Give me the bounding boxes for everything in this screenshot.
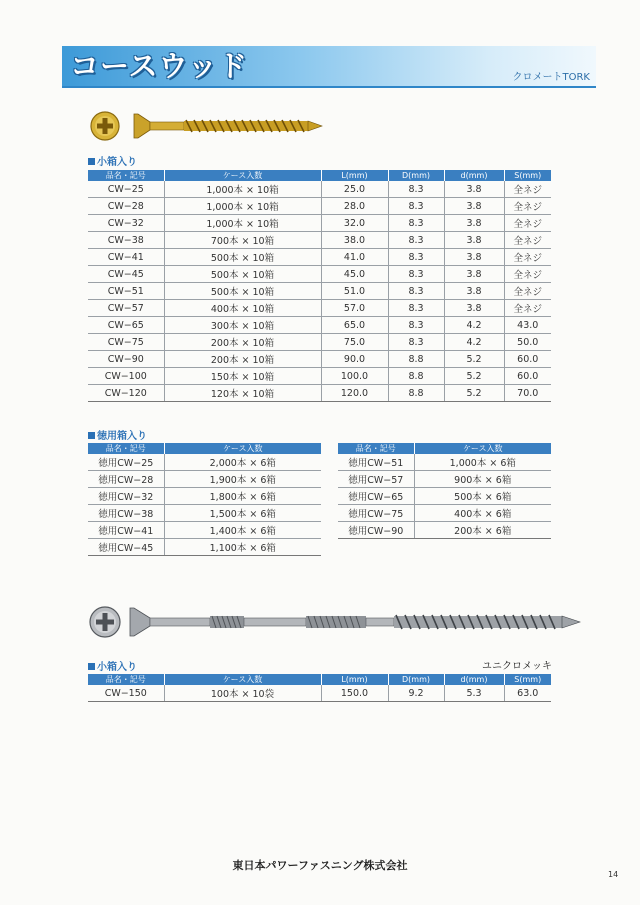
table-body [338, 454, 551, 539]
table-cell: CW−150 [88, 685, 164, 702]
table-body [88, 685, 551, 702]
page-number: 14 [608, 870, 619, 879]
table-cell: 57.0 [321, 300, 388, 317]
table-cell: CW−25 [88, 181, 164, 198]
table-cell: 全ネジ [504, 266, 551, 283]
table-cell: 徳用CW−90 [338, 522, 414, 539]
col-header: ケース入数 [164, 674, 321, 685]
table-cell: 徳用CW−65 [338, 488, 414, 505]
table-cell: 徳用CW−25 [88, 454, 164, 471]
table-cell: 全ネジ [504, 215, 551, 232]
table-cell: 8.3 [388, 266, 444, 283]
table-cell: 3.8 [444, 181, 504, 198]
table-cell: 8.3 [388, 198, 444, 215]
table-cell: 全ネジ [504, 198, 551, 215]
phillips-head-icon [90, 607, 120, 637]
col-header: ケース入数 [164, 170, 321, 181]
table-cell: CW−100 [88, 368, 164, 385]
table-cell: 41.0 [321, 249, 388, 266]
table-cell: CW−45 [88, 266, 164, 283]
section-label-text: 小箱入り [97, 157, 137, 168]
table-cell: 1,000本 × 10箱 [164, 181, 321, 198]
table-cell: 徳用CW−45 [88, 539, 164, 556]
table-cell: 200本 × 10箱 [164, 351, 321, 368]
table-cell: 90.0 [321, 351, 388, 368]
table-header-row [88, 443, 321, 454]
table-row [338, 454, 551, 471]
table-row [88, 522, 321, 539]
table-cell: 500本 × 10箱 [164, 266, 321, 283]
table-cell: 8.3 [388, 215, 444, 232]
table-cell: 徳用CW−32 [88, 488, 164, 505]
silver-screw-illustration [88, 604, 588, 640]
col-header: d(mm) [444, 674, 504, 685]
table-cell: 8.3 [388, 232, 444, 249]
table-cell: 200本 × 10箱 [164, 334, 321, 351]
gold-screw-illustration [88, 108, 328, 144]
col-header: D(mm) [388, 674, 444, 685]
gold-screw-body [134, 114, 322, 138]
title-banner [62, 46, 596, 88]
table-cell: 25.0 [321, 181, 388, 198]
table-cell: 3.8 [444, 300, 504, 317]
table-body [88, 181, 551, 402]
table-cell: 8.8 [388, 385, 444, 402]
table-cell: 徳用CW−51 [338, 454, 414, 471]
table-cell: CW−28 [88, 198, 164, 215]
table-row [88, 488, 321, 505]
table-cell: 4.2 [444, 334, 504, 351]
table-cell: 徳用CW−75 [338, 505, 414, 522]
table-row [88, 249, 551, 266]
table-cell: 1,000本 × 10箱 [164, 215, 321, 232]
table-row [338, 522, 551, 539]
table-cell: 9.2 [388, 685, 444, 702]
col-header: d(mm) [444, 170, 504, 181]
table-cell: 3.8 [444, 232, 504, 249]
col-header: 品名・記号 [88, 443, 164, 454]
table-cell: 5.2 [444, 351, 504, 368]
table-cell: 全ネジ [504, 181, 551, 198]
square-bullet-icon [88, 432, 95, 439]
table-cell: 2,000本 × 6箱 [164, 454, 321, 471]
company-name: 東日本パワーファスニング株式会社 [232, 859, 408, 872]
phillips-head-icon [91, 112, 119, 140]
table-cell: 1,900本 × 6箱 [164, 471, 321, 488]
table-row [88, 454, 321, 471]
table-cell: 120本 × 10箱 [164, 385, 321, 402]
table-header-row [88, 674, 551, 685]
table-row [88, 232, 551, 249]
col-header: 品名・記号 [88, 170, 164, 181]
cw150-spec-table [88, 674, 551, 702]
section-label-text: 小箱入り [97, 662, 137, 673]
table-cell: 900本 × 6箱 [414, 471, 551, 488]
table-cell: 8.3 [388, 181, 444, 198]
small-box-spec-table [88, 170, 551, 402]
col-header: 品名・記号 [338, 443, 414, 454]
table-cell: 51.0 [321, 283, 388, 300]
table-cell: 100.0 [321, 368, 388, 385]
col-header: L(mm) [321, 170, 388, 181]
table-cell: 400本 × 10箱 [164, 300, 321, 317]
page-title: コースウッド [70, 49, 248, 83]
table-cell: CW−57 [88, 300, 164, 317]
table-row [88, 181, 551, 198]
table-row [88, 351, 551, 368]
table-cell: 200本 × 6箱 [414, 522, 551, 539]
table-cell: 3.8 [444, 215, 504, 232]
table-cell: 1,400本 × 6箱 [164, 522, 321, 539]
square-bullet-icon [88, 158, 95, 165]
table-cell: 5.2 [444, 368, 504, 385]
table-cell: 500本 × 6箱 [414, 488, 551, 505]
col-header: S(mm) [504, 674, 551, 685]
table-cell: 100本 × 10袋 [164, 685, 321, 702]
table-header-row [338, 443, 551, 454]
table-cell: 150.0 [321, 685, 388, 702]
table-cell: 徳用CW−28 [88, 471, 164, 488]
table-body [88, 454, 321, 556]
table-cell: 43.0 [504, 317, 551, 334]
table-cell: 3.8 [444, 266, 504, 283]
table-cell: 3.8 [444, 249, 504, 266]
value-box-table-right [338, 443, 551, 539]
table-cell: 300本 × 10箱 [164, 317, 321, 334]
table-cell: 1,800本 × 6箱 [164, 488, 321, 505]
table-cell: 8.3 [388, 283, 444, 300]
table-cell: CW−41 [88, 249, 164, 266]
table-cell: CW−32 [88, 215, 164, 232]
table-cell: 5.2 [444, 385, 504, 402]
table-row [88, 198, 551, 215]
table-cell: 徳用CW−57 [338, 471, 414, 488]
table-cell: 8.3 [388, 317, 444, 334]
col-header: D(mm) [388, 170, 444, 181]
silver-screw-body [130, 608, 580, 636]
col-header: ケース入数 [414, 443, 551, 454]
table-cell: 全ネジ [504, 249, 551, 266]
table-cell: 8.8 [388, 368, 444, 385]
table-row [88, 215, 551, 232]
table-cell: 28.0 [321, 198, 388, 215]
table-cell: 8.3 [388, 249, 444, 266]
table-cell: 60.0 [504, 368, 551, 385]
section-value-box-label [88, 427, 147, 442]
table-row [338, 505, 551, 522]
table-cell: 8.3 [388, 334, 444, 351]
table-cell: 500本 × 10箱 [164, 283, 321, 300]
table-cell: 3.8 [444, 198, 504, 215]
table-row [338, 471, 551, 488]
table-row [88, 283, 551, 300]
col-header: L(mm) [321, 674, 388, 685]
table-cell: 45.0 [321, 266, 388, 283]
table-cell: CW−120 [88, 385, 164, 402]
table-cell: 65.0 [321, 317, 388, 334]
finish-label: クロメートTORK [512, 72, 590, 83]
section-label-text: 徳用箱入り [97, 431, 147, 442]
table-cell: 徳用CW−41 [88, 522, 164, 539]
col-header: S(mm) [504, 170, 551, 181]
table-row [88, 385, 551, 402]
table-cell: CW−90 [88, 351, 164, 368]
section-small-box-label [88, 153, 137, 168]
table-cell: 70.0 [504, 385, 551, 402]
table-cell: 38.0 [321, 232, 388, 249]
table-row [338, 488, 551, 505]
table-cell: CW−38 [88, 232, 164, 249]
table-header-row [88, 170, 551, 181]
table-cell: 5.3 [444, 685, 504, 702]
square-bullet-icon [88, 663, 95, 670]
table-cell: 8.8 [388, 351, 444, 368]
value-box-table-left [88, 443, 321, 556]
section-small-box-label-2 [88, 658, 137, 673]
table-row [88, 505, 321, 522]
table-cell: 75.0 [321, 334, 388, 351]
table-row [88, 685, 551, 702]
plating-label: ユニクロメッキ [482, 661, 552, 672]
table-row [88, 539, 321, 556]
table-cell: 1,100本 × 6箱 [164, 539, 321, 556]
table-cell: 1,000本 × 10箱 [164, 198, 321, 215]
table-cell: 500本 × 10箱 [164, 249, 321, 266]
table-cell: 50.0 [504, 334, 551, 351]
table-cell: 1,500本 × 6箱 [164, 505, 321, 522]
table-row [88, 334, 551, 351]
table-cell: 1,000本 × 6箱 [414, 454, 551, 471]
table-cell: 150本 × 10箱 [164, 368, 321, 385]
table-cell: 32.0 [321, 215, 388, 232]
table-cell: 400本 × 6箱 [414, 505, 551, 522]
table-cell: CW−75 [88, 334, 164, 351]
table-cell: CW−65 [88, 317, 164, 334]
table-row [88, 317, 551, 334]
col-header: 品名・記号 [88, 674, 164, 685]
table-row [88, 471, 321, 488]
table-cell: 全ネジ [504, 283, 551, 300]
table-cell: CW−51 [88, 283, 164, 300]
table-cell: 8.3 [388, 300, 444, 317]
table-row [88, 300, 551, 317]
table-row [88, 266, 551, 283]
table-cell: 120.0 [321, 385, 388, 402]
table-cell: 全ネジ [504, 232, 551, 249]
col-header: ケース入数 [164, 443, 321, 454]
table-cell: 全ネジ [504, 300, 551, 317]
table-cell: 徳用CW−38 [88, 505, 164, 522]
table-cell: 4.2 [444, 317, 504, 334]
table-cell: 63.0 [504, 685, 551, 702]
table-cell: 60.0 [504, 351, 551, 368]
table-cell: 700本 × 10箱 [164, 232, 321, 249]
table-cell: 3.8 [444, 283, 504, 300]
table-row [88, 368, 551, 385]
